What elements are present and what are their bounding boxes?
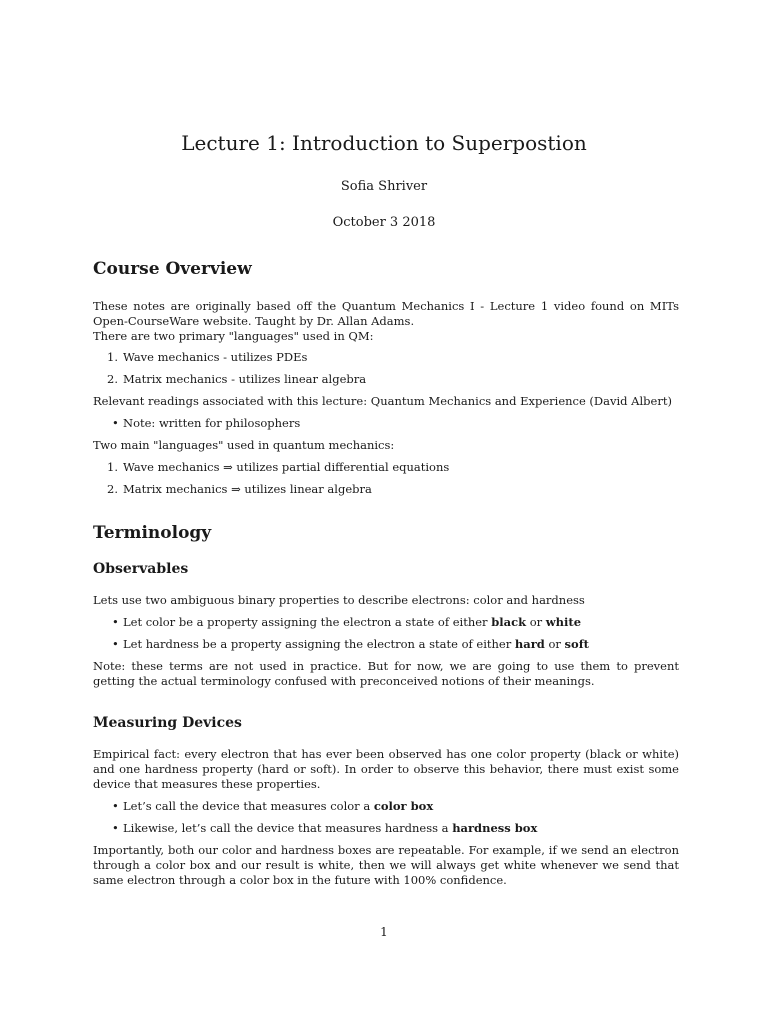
term-black: black (491, 615, 527, 629)
bullet-icon: • (112, 416, 119, 430)
document-title: Lecture 1: Introduction to Superpostion (181, 131, 587, 155)
section-heading-terminology: Terminology (93, 523, 212, 543)
document-date: October 3 2018 (332, 215, 436, 230)
term-color-box: color box (373, 799, 434, 813)
list-item-text-pre: Let’s call the device that measures color a (123, 799, 374, 813)
list-item-number: 1. (107, 460, 118, 474)
languages-list-1 (93, 350, 679, 387)
list-item-number: 1. (107, 350, 118, 364)
list-item (93, 821, 679, 836)
list-item-text-mid: or (544, 637, 565, 651)
list-item-text: Matrix mechanics ⇒ utilizes linear algebra (123, 482, 372, 496)
document-author: Sofia Shriver (340, 179, 428, 194)
languages-intro: There are two primary "languages" used in QM: (93, 329, 374, 343)
bullet-icon: • (112, 615, 119, 629)
list-item (93, 372, 679, 387)
list-item (93, 482, 679, 497)
list-item-text: Wave mechanics ⇒ utilizes partial differential equations (123, 460, 450, 474)
section-heading-course-overview: Course Overview (93, 259, 252, 279)
intro-paragraph: These notes are originally based off the Quantum Mechanics I - Lecture 1 video found on MITs Open-CourseWare website. Taught by Dr. Allan Adams. (93, 299, 679, 328)
list-item (93, 799, 679, 814)
list-item (93, 637, 679, 652)
readings-bullets (93, 416, 679, 431)
list-item-text: Wave mechanics - utilizes PDEs (123, 350, 308, 364)
main-languages-paragraph: Two main "languages" used in quantum mechanics: (93, 438, 395, 452)
term-hardness-box: hardness box (452, 821, 538, 835)
list-item-text: Note: written for philosophers (123, 416, 301, 430)
document-body (93, 257, 679, 888)
list-item (93, 460, 679, 475)
list-item-text-mid: or (526, 615, 546, 629)
readings-paragraph: Relevant readings associated with this lecture: Quantum Mechanics and Experience (David Albert) (93, 394, 672, 408)
measuring-intro: Empirical fact: every electron that has ever been observed has one color property (black or white) and one hardness property (hard or soft). In order to observe this behavior, there must exist some device that measures these properties. (93, 747, 679, 791)
subsection-heading-observables: Observables (93, 561, 189, 577)
list-item (93, 416, 679, 431)
list-item-number: 2. (107, 482, 118, 496)
bullet-icon: • (112, 821, 119, 835)
term-hard: hard (514, 637, 545, 651)
list-item-text: Matrix mechanics - utilizes linear algebra (123, 372, 367, 386)
measuring-bullets (93, 799, 679, 836)
term-white: white (545, 615, 582, 629)
list-item-text-pre: Let hardness be a property assigning the electron a state of either (123, 637, 515, 651)
page-number: 1 (380, 925, 388, 939)
languages-list-2 (93, 460, 679, 497)
bullet-icon: • (112, 637, 119, 651)
term-soft: soft (564, 637, 589, 651)
list-item (93, 350, 679, 365)
list-item (93, 615, 679, 630)
list-item-number: 2. (107, 372, 118, 386)
list-item-text-pre: Likewise, let’s call the device that measures hardness a (123, 821, 453, 835)
observables-intro: Lets use two ambiguous binary properties to describe electrons: color and hardness (93, 593, 585, 607)
observables-bullets (93, 615, 679, 652)
subsection-heading-measuring-devices: Measuring Devices (93, 715, 242, 731)
bullet-icon: • (112, 799, 119, 813)
measuring-closing: Importantly, both our color and hardness boxes are repeatable. For example, if we send an electron through a color box and our result is white, then we will always get white whenever we send that same electron through a color box in the future with 100% confidence. (93, 843, 679, 887)
observables-note: Note: these terms are not used in practice. But for now, we are going to use them to prevent getting the actual terminology confused with preconceived notions of their meanings. (93, 659, 679, 688)
list-item-text-pre: Let color be a property assigning the electron a state of either (123, 615, 492, 629)
